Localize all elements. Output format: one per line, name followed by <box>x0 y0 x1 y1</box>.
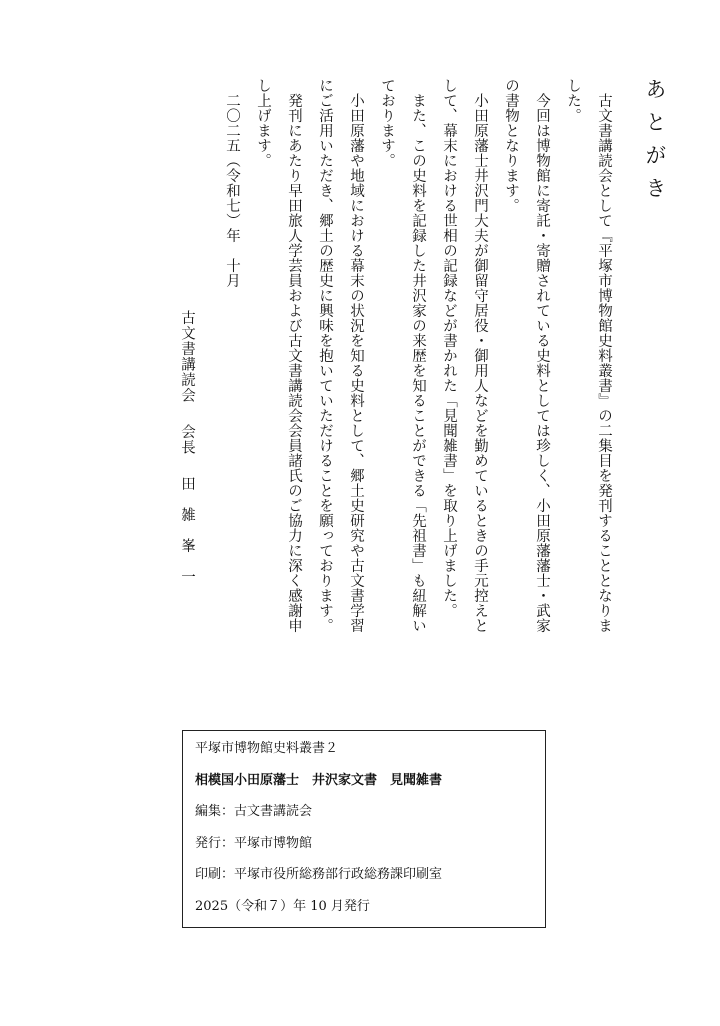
afterword-date: 二〇二五（令和七）年 十月 <box>224 92 240 288</box>
afterword-paragraph: 今回は博物館に寄託・寄贈されている史料としては珍しく、小田原藩藩士・武家の書物となります。 <box>503 78 550 633</box>
signature-name: 田 雑 峯 一 <box>179 476 195 585</box>
colophon-box <box>182 730 546 928</box>
afterword-section <box>70 78 670 638</box>
afterword-heading: あとがき <box>643 78 667 210</box>
colophon-editor: 編集：古文書講読会 <box>195 804 313 819</box>
signature-role: 会長 <box>179 424 195 456</box>
afterword-paragraph: また、この史料を記録した井沢家の来歴を知ることができる「先祖書」も紐解いております。 <box>379 78 426 633</box>
colophon-series: 平塚市博物館史料叢書２ <box>195 741 339 756</box>
afterword-paragraph: 小田原藩士井沢門大夫が御留守居役・御用人などを勤めているときの手元控えとして、幕末における世相の記録などが書かれた「見聞雑書」を取り上げました。 <box>441 78 488 633</box>
colophon-printer: 印刷：平塚市役所総務部行政総務課印刷室 <box>195 867 443 882</box>
afterword-paragraph: 小田原藩や地域における幕末の状況を知る史料として、郷土史研究や古文書学習にご活用いただき、郷土の歴史に興味を抱いていただけることを願っております。 <box>317 78 364 633</box>
afterword-paragraph: 古文書講読会として『平塚市博物館史料叢書』の二集目を発刊することとなりました。 <box>565 78 612 633</box>
afterword-paragraph: 発刊にあたり早田旅人学芸員および古文書講読会会員諸氏のご協力に深く感謝申し上げます。 <box>255 78 302 633</box>
colophon-issued: 2025（令和７）年 10 月発行 <box>195 898 370 914</box>
colophon-publisher: 発行：平塚市博物館 <box>195 835 313 851</box>
signature-org: 古文書講読会 <box>179 310 195 403</box>
colophon-title: 相模国小田原藩士 井沢家文書 見聞雑書 <box>195 772 443 788</box>
afterword-signature <box>171 310 202 638</box>
